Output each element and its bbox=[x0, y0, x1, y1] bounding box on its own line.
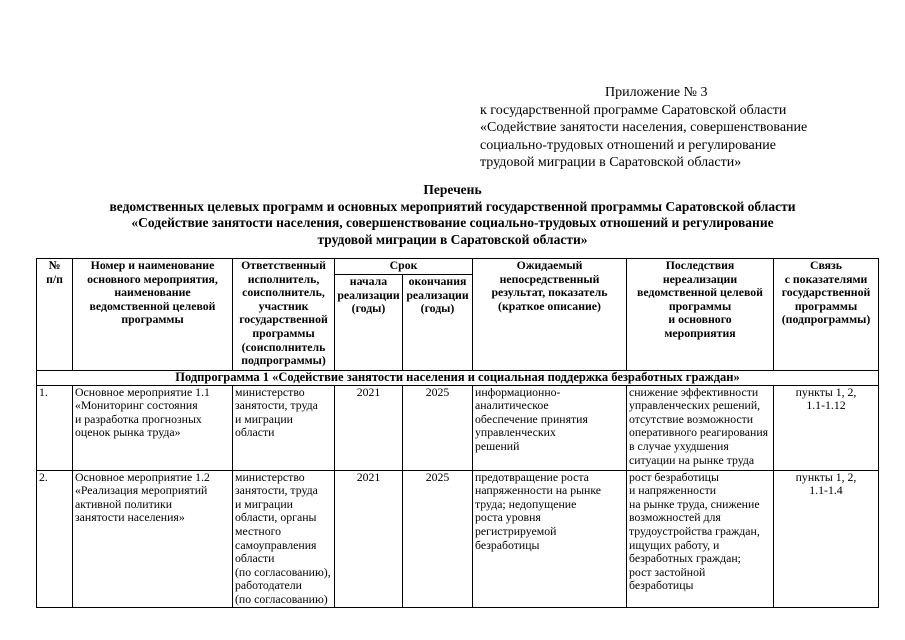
appendix-number: Приложение № 3 bbox=[605, 85, 708, 100]
row-start: 2021 bbox=[335, 385, 403, 470]
header-term: Срок bbox=[335, 259, 473, 275]
row-link: пункты 1, 2, 1.1-1.4 bbox=[774, 470, 879, 607]
table-row bbox=[37, 470, 879, 607]
appendix-line: социально-трудовых отношений и регулирование bbox=[480, 137, 776, 153]
row-name: Основное мероприятие 1.1 «Мониторинг состояния и разработка прогнозных оценок рынка труда» bbox=[73, 385, 233, 470]
row-result: информационно- аналитическое обеспечение принятия управленческих решений bbox=[473, 385, 627, 470]
header-consequences: Последствия нереализации ведомственной целевой программы и основного мероприятия bbox=[627, 259, 774, 371]
row-link: пункты 1, 2, 1.1-1.12 bbox=[774, 385, 879, 470]
title-line: ведомственных целевых программ и основных мероприятий государственной программы Саратовской области bbox=[109, 198, 796, 214]
row-executor: министерство занятости, труда и миграции области bbox=[233, 385, 335, 470]
measures-table bbox=[36, 258, 879, 608]
appendix-line: трудовой миграции в Саратовской области» bbox=[480, 155, 742, 170]
row-end: 2025 bbox=[403, 385, 473, 470]
header-link: Связь с показателями государственной программы (подпрограммы) bbox=[774, 259, 879, 371]
row-start: 2021 bbox=[335, 470, 403, 607]
title-line: Перечень bbox=[423, 182, 482, 197]
header-name: Номер и наименование основного мероприятия, наименование ведомственной целевой программы bbox=[73, 259, 233, 371]
header-result: Ожидаемый непосредственный результат, показатель (краткое описание) bbox=[473, 259, 627, 371]
title-line: «Содействие занятости населения, совершенствование социально-трудовых отношений и регулирование bbox=[131, 215, 774, 230]
table-row bbox=[37, 385, 879, 470]
header-start: начала реализации (годы) bbox=[335, 275, 403, 371]
row-end: 2025 bbox=[403, 470, 473, 607]
row-consequences: снижение эффективности управленческих решений, отсутствие возможности оперативного реагирования в случае ухудшения ситуации на рынке труда bbox=[627, 385, 774, 470]
document-title bbox=[0, 182, 905, 248]
header-num: № п/п bbox=[37, 259, 73, 371]
header-end: окончания реализации (годы) bbox=[403, 275, 473, 371]
appendix-line: «Содействие занятости населения, совершенствование bbox=[480, 120, 808, 135]
appendix-line: к государственной программе Саратовской области bbox=[480, 102, 787, 118]
appendix-note bbox=[480, 84, 807, 172]
subprogram-heading: Подпрограмма 1 «Содействие занятости населения и социальная поддержка безработных граждан» bbox=[37, 371, 879, 386]
title-line: трудовой миграции в Саратовской области» bbox=[317, 231, 588, 247]
row-executor: министерство занятости, труда и миграции области, органы местного самоуправления области (по согласованию), работодатели (по согласованию) bbox=[233, 470, 335, 607]
row-name: Основное мероприятие 1.2 «Реализация мероприятий активной политики занятости населения» bbox=[73, 470, 233, 607]
row-num: 2. bbox=[37, 470, 73, 607]
header-executor: Ответственный исполнитель, соисполнитель, участник государственной программы (соисполнитель подпрограммы) bbox=[233, 259, 335, 371]
row-num: 1. bbox=[37, 385, 73, 470]
row-consequences: рост безработицы и напряженности на рынке труда, снижение возможностей для трудоустройства граждан, ищущих работу, и безработных граждан; рост застойной безработицы bbox=[627, 470, 774, 607]
row-result: предотвращение роста напряженности на рынке труда; недопущение роста уровня регистрируемой безработицы bbox=[473, 470, 627, 607]
